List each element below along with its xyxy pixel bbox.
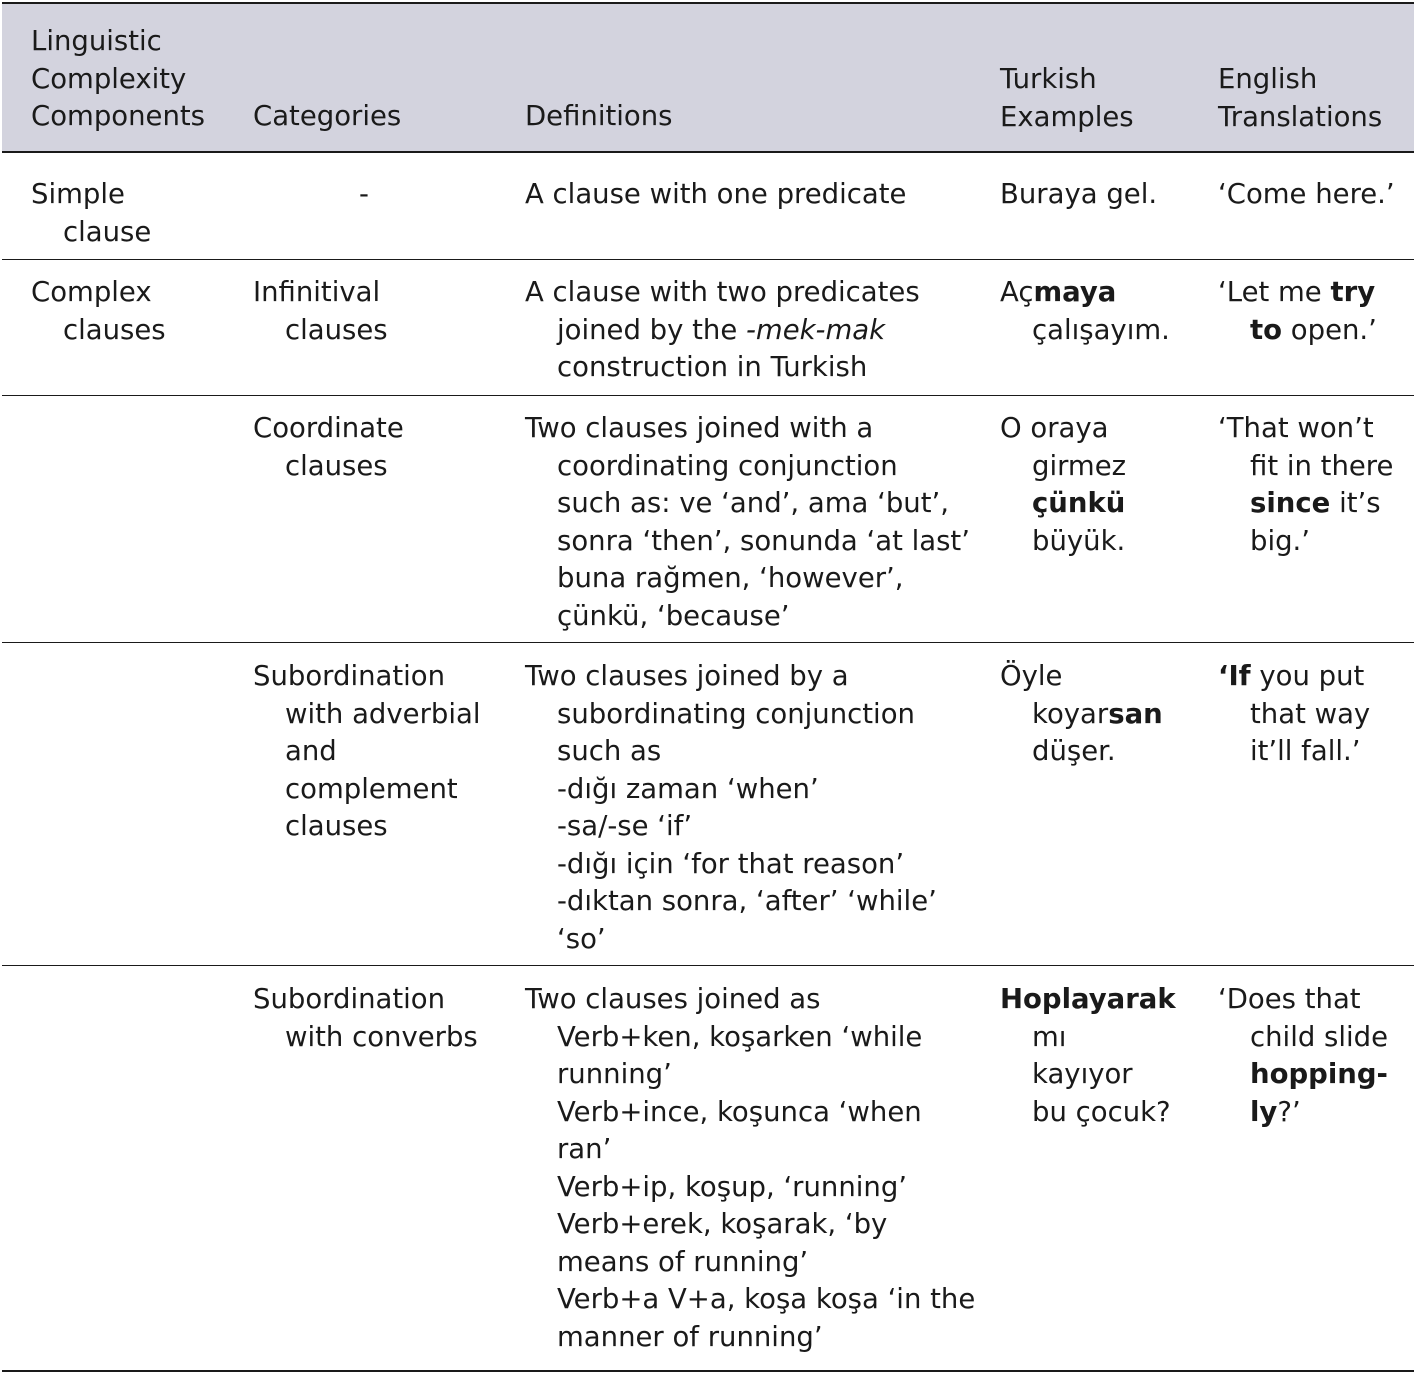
row-infinitival-english (1218, 274, 1377, 349)
cell-line: such as: ve ‘and’, ama ‘but’, (557, 487, 949, 519)
row-divider (2, 642, 1414, 643)
header-line: Categories (253, 100, 402, 132)
row-coordinate-definition (525, 410, 970, 635)
cell-line: Verb+erek, koşarak, ‘by (557, 1208, 888, 1240)
cell-line: kayıyor (1032, 1058, 1133, 1090)
cell-line: -dıktan sonra, ‘after’ ‘while’ (557, 885, 937, 917)
row-coordinate-english (1218, 410, 1393, 560)
cell-line: Simple (31, 178, 125, 210)
cell-line: big.’ (1250, 524, 1311, 557)
cell-line: Buraya gel. (1000, 178, 1158, 210)
row-coordinate-category (253, 410, 404, 485)
cell-line: girmez (1032, 449, 1127, 482)
cell-line: it’ll fall.’ (1250, 735, 1361, 767)
cell-line: fit in there (1250, 449, 1394, 482)
cell-line: to open.’ (1250, 313, 1377, 346)
cell-line: ‘That won’t (1218, 412, 1374, 444)
header-line: Examples (1000, 100, 1134, 133)
row-simple-category (253, 176, 475, 214)
row-divider (2, 965, 1414, 966)
cell-line: düşer. (1032, 735, 1116, 767)
cell-line: child slide (1250, 1020, 1389, 1053)
cell-line: A clause with one predicate (525, 178, 907, 210)
cell-line: büyük. (1032, 524, 1126, 557)
cell-line: Two clauses joined as (525, 983, 821, 1015)
cell-line: hopping- (1250, 1058, 1388, 1090)
cell-line: Two clauses joined by a (525, 660, 849, 692)
row-simple-definition (525, 176, 906, 214)
header-line: Turkish (1000, 63, 1097, 95)
cell-line: with converbs (285, 1020, 478, 1053)
cell-line: Coordinate (253, 412, 404, 444)
cell-line: running’ (557, 1058, 672, 1090)
cell-line: -sa/-se ‘if’ (557, 810, 693, 842)
header-definitions (525, 98, 673, 136)
cell-line: subordinating conjunction (557, 697, 915, 730)
header-line: English (1218, 63, 1318, 95)
header-line: Complexity (31, 62, 187, 95)
header-categories (253, 98, 401, 136)
header-line: Linguistic (31, 25, 162, 57)
header-line: Translations (1218, 100, 1383, 133)
cell-line: -dığı için ‘for that reason’ (557, 847, 905, 880)
row-coordinate-turkish (1000, 410, 1126, 560)
row-simple-turkish (1000, 176, 1157, 214)
row-divider (2, 395, 1414, 396)
cell-line: joined by the -mek-mak (557, 313, 886, 346)
cell-line: koyarsan (1032, 697, 1163, 730)
cell-line: Complex (31, 276, 152, 308)
cell-line: ‘Come here.’ (1218, 178, 1395, 210)
row-converbs-category (253, 981, 478, 1056)
cell-line: manner of running’ (557, 1320, 823, 1353)
row-converbs-definition (525, 981, 975, 1356)
cell-line: sonra ‘then’, sonunda ‘at last’ (557, 524, 970, 557)
table-bottom-rule (2, 1370, 1414, 1372)
header-bottom-rule (2, 151, 1414, 153)
header-line: Definitions (525, 100, 673, 132)
cell-line: ‘If you put (1218, 660, 1365, 692)
cell-line: Hoplayarak (1000, 983, 1176, 1015)
cell-line: Açmaya (1000, 276, 1117, 308)
cell-line: clauses (285, 313, 388, 346)
cell-line: O oraya (1000, 412, 1109, 444)
cell-line: çünkü, ‘because’ (557, 599, 790, 632)
row-simple-english (1218, 176, 1395, 214)
cell-line: mı (1032, 1020, 1067, 1053)
header-components (31, 23, 205, 136)
cell-line: clauses (285, 810, 388, 842)
row-infinitival-component (31, 274, 166, 349)
cell-line: coordinating conjunction (557, 449, 898, 482)
header-english-translations (1218, 61, 1382, 136)
header-line: Components (31, 100, 205, 132)
cell-line: Two clauses joined with a (525, 412, 874, 444)
cell-line: Subordination (253, 983, 446, 1015)
cell-line: Subordination (253, 660, 446, 692)
row-converbs-turkish (1000, 981, 1176, 1131)
cell-line: such as (557, 735, 662, 767)
row-converbs-english (1218, 981, 1388, 1131)
cell-line: means of running’ (557, 1245, 809, 1278)
cell-line: A clause with two predicates (525, 276, 920, 308)
cell-line: çünkü (1032, 487, 1126, 519)
cell-line: çalışayım. (1032, 313, 1170, 346)
row-infinitival-definition (525, 274, 920, 387)
cell-line: clauses (285, 449, 388, 482)
cell-line: ly?’ (1250, 1095, 1301, 1128)
cell-line: bu çocuk? (1032, 1095, 1171, 1128)
cell-line: buna rağmen, ‘however’, (557, 562, 904, 594)
cell-line: that way (1250, 697, 1371, 730)
cell-line: and (285, 735, 337, 767)
row-simple-component (31, 176, 151, 251)
cell-line: Verb+ken, koşarken ‘while (557, 1020, 923, 1053)
cell-line: construction in Turkish (557, 351, 868, 383)
cell-line: complement (285, 772, 458, 805)
cell-line: -dığı zaman ‘when’ (557, 772, 819, 805)
header-turkish-examples (1000, 61, 1134, 136)
cell-line: ‘so’ (557, 922, 606, 955)
row-adverbial-english (1218, 658, 1370, 771)
table-top-rule (2, 2, 1414, 4)
cell-line: clauses (63, 313, 166, 346)
cell-line: Öyle (1000, 660, 1063, 692)
cell-line: since it’s (1250, 487, 1381, 519)
cell-line: - (359, 178, 369, 210)
row-adverbial-definition (525, 658, 937, 958)
row-adverbial-category (253, 658, 480, 846)
row-adverbial-turkish (1000, 658, 1163, 771)
cell-line: clause (63, 215, 152, 248)
cell-line: with adverbial (285, 697, 481, 730)
cell-line: ran’ (557, 1133, 612, 1165)
row-infinitival-category (253, 274, 388, 349)
cell-line: ‘Does that (1218, 983, 1361, 1015)
cell-line: Verb+ince, koşunca ‘when (557, 1095, 922, 1128)
row-divider (2, 259, 1414, 260)
cell-line: Infinitival (253, 276, 381, 308)
cell-line: Verb+a V+a, koşa koşa ‘in the (557, 1283, 976, 1315)
table-header-background (2, 4, 1414, 152)
cell-line: Verb+ip, koşup, ‘running’ (557, 1170, 908, 1203)
row-infinitival-turkish (1000, 274, 1170, 349)
cell-line: ‘Let me try (1218, 276, 1376, 308)
